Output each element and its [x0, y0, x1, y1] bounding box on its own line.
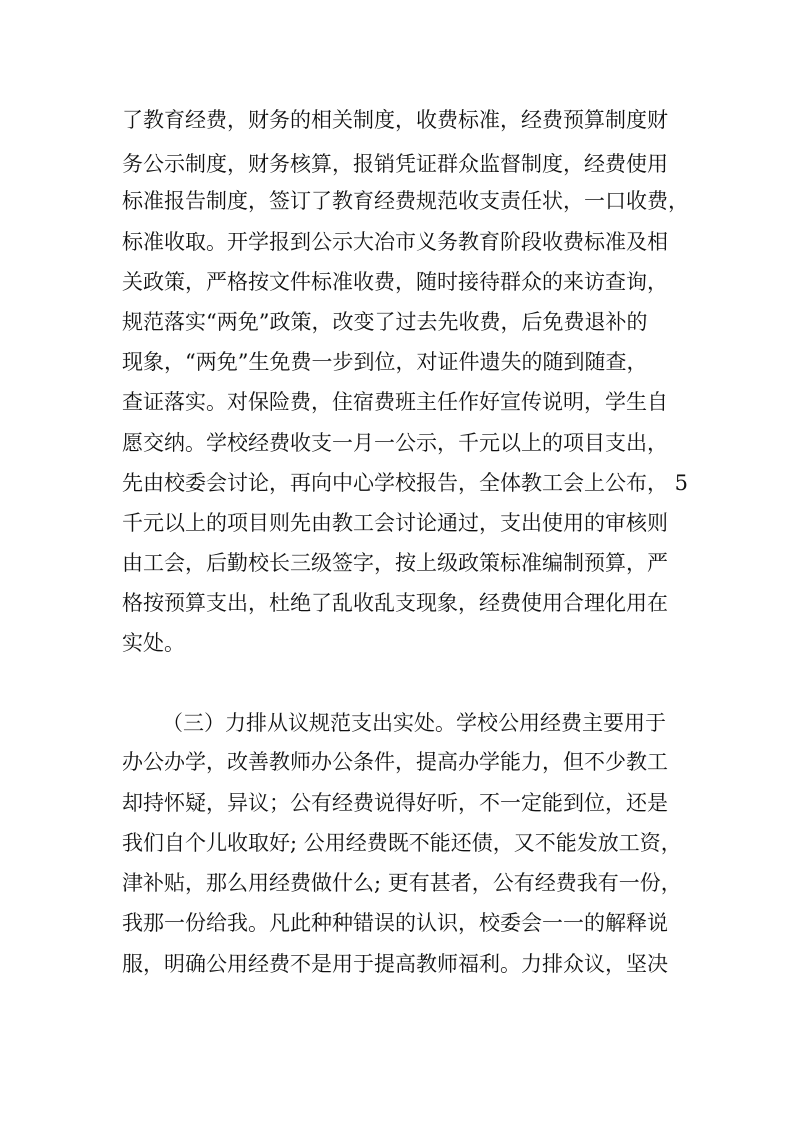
text-line: 却持怀疑，异议；公有经费说得好听，不一定能到位，还是	[122, 791, 668, 815]
text-line: 先由校委会讨论，再向中心学校报告，全体教工会上公布， 5	[122, 471, 689, 495]
text-line: 现象，“两免”生免费一步到位，对证件遗失的随到随查，	[122, 350, 648, 374]
text-line: 务公示制度，财务核算，报销凭证群众监督制度，经费使用	[122, 152, 668, 176]
text-line: 实处。	[122, 631, 185, 655]
text-line: （三）力排从议规范支出实处。学校公用经费主要用于	[162, 711, 666, 735]
text-line: 我们自个儿收取好; 公用经费既不能还债，又不能发放工资，	[122, 831, 682, 855]
text-line: 办公办学，改善教师办公条件，提高办学能力，但不少教工	[122, 750, 668, 774]
text-line: 了教育经费，财务的相关制度，收费标准，经费预算制度财	[122, 108, 668, 132]
text-line: 服，明确公用经费不是用于提高教师福利。力排众议，坚决	[122, 952, 668, 976]
text-line: 津补贴，那么用经费做什么; 更有甚者，公有经费我有一份，	[122, 871, 682, 895]
text-line: 查证落实。对保险费，住宿费班主任作好宣传说明，学生自	[122, 390, 668, 414]
text-line: 规范落实“两免”政策，改变了过去先收费，后免费退补的	[122, 310, 648, 334]
text-line: 标准收取。开学报到公示大冶市义务教育阶段收费标准及相	[122, 230, 668, 254]
text-line: 我那一份给我。凡此种种错误的认识，校委会一一的解释说	[122, 911, 668, 935]
text-line: 愿交纳。学校经费收支一月一公示，千元以上的项目支出，	[122, 431, 668, 455]
text-line: 由工会，后勤校长三级签字，按上级政策标准编制预算，严	[122, 551, 668, 575]
text-line: 格按预算支出，杜绝了乱收乱支现象，经费使用合理化用在	[122, 591, 668, 615]
text-line: 标准报告制度，签订了教育经费规范收支责任状，一口收费，	[122, 189, 689, 213]
text-line: 关政策，严格按文件标准收费，随时接待群众的来访查询，	[122, 270, 668, 294]
text-line: 千元以上的项目则先由教工会讨论通过，支出使用的审核则	[122, 511, 668, 535]
